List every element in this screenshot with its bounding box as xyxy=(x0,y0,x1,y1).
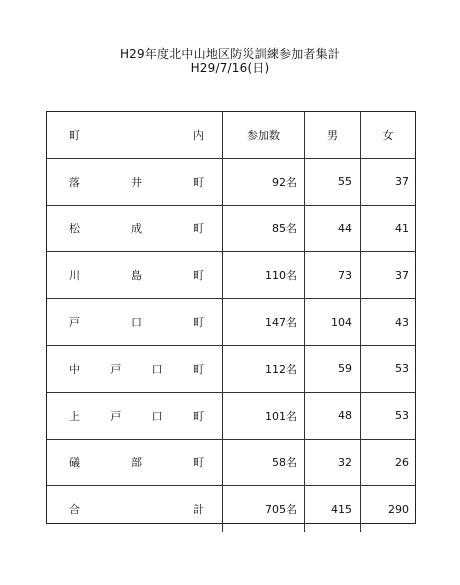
total-label-char: 計 xyxy=(193,503,204,517)
table-header-row xyxy=(47,112,415,158)
total-cell: 58名 xyxy=(223,439,305,486)
town-name-char: 上 xyxy=(69,409,80,423)
town-name-char: 町 xyxy=(193,316,204,330)
table-row xyxy=(47,439,415,486)
town-name-char: 町 xyxy=(193,269,204,283)
document-title: H29年度北中山地区防災訓練参加者集計 xyxy=(119,47,341,61)
table-row xyxy=(47,205,415,252)
town-name-char: 成 xyxy=(131,222,142,236)
total-cell: 92名 xyxy=(223,158,305,205)
town-name-char: 礒 xyxy=(69,456,80,470)
grand-total-cell: 705名 xyxy=(223,486,305,532)
female-cell: 53 xyxy=(361,345,416,392)
female-cell: 43 xyxy=(361,299,416,346)
town-name-char: 町 xyxy=(193,175,204,189)
document-date: H29/7/16(日) xyxy=(190,61,270,75)
participants-table xyxy=(46,111,416,524)
town-name xyxy=(47,252,223,299)
town-name-char: 井 xyxy=(131,175,142,189)
town-name-char: 川 xyxy=(69,269,80,283)
female-cell: 26 xyxy=(361,439,416,486)
town-name-char: 落 xyxy=(69,175,80,189)
town-name-char: 町 xyxy=(192,409,204,423)
town-name-char: 口 xyxy=(131,316,142,330)
table-row xyxy=(47,252,415,299)
town-name-char: 口 xyxy=(151,362,163,376)
town-name-char: 口 xyxy=(151,409,163,423)
town-name-char: 町 xyxy=(193,456,204,470)
male-cell: 48 xyxy=(305,392,361,439)
table-row xyxy=(47,158,415,205)
female-cell: 37 xyxy=(361,252,416,299)
town-name-char: 町 xyxy=(192,362,204,376)
table-row xyxy=(47,345,415,392)
total-row xyxy=(47,486,415,532)
header-total: 参加数 xyxy=(223,112,305,158)
table-row xyxy=(47,392,415,439)
total-cell: 101名 xyxy=(223,392,305,439)
male-cell: 55 xyxy=(305,158,361,205)
header-town-char: 内 xyxy=(193,128,204,142)
town-name xyxy=(47,392,223,439)
total-cell: 110名 xyxy=(223,252,305,299)
male-cell: 32 xyxy=(305,439,361,486)
town-name-char: 中 xyxy=(69,362,80,376)
female-cell: 37 xyxy=(361,158,416,205)
male-cell: 73 xyxy=(305,252,361,299)
town-name xyxy=(47,205,223,252)
female-cell: 41 xyxy=(361,205,416,252)
total-cell: 85名 xyxy=(223,205,305,252)
total-label-char: 合 xyxy=(69,503,80,517)
town-name-char: 町 xyxy=(193,222,204,236)
town-name xyxy=(47,439,223,486)
table-row xyxy=(47,299,415,346)
header-town xyxy=(47,112,223,158)
total-cell: 112名 xyxy=(223,345,305,392)
town-name xyxy=(47,299,223,346)
header-male: 男 xyxy=(305,112,361,158)
male-cell: 44 xyxy=(305,205,361,252)
town-name-char: 戸 xyxy=(69,316,80,330)
male-cell: 59 xyxy=(305,345,361,392)
town-name-char: 島 xyxy=(131,269,142,283)
town-name xyxy=(47,345,223,392)
town-name xyxy=(47,158,223,205)
male-total-cell: 415 xyxy=(305,486,361,532)
header-town-char: 町 xyxy=(69,128,80,142)
total-label xyxy=(47,486,223,532)
town-name-char: 戸 xyxy=(110,362,122,376)
female-cell: 53 xyxy=(361,392,416,439)
town-name-char: 部 xyxy=(131,456,142,470)
male-cell: 104 xyxy=(305,299,361,346)
total-cell: 147名 xyxy=(223,299,305,346)
town-name-char: 戸 xyxy=(110,409,122,423)
female-total-cell: 290 xyxy=(388,502,409,516)
town-name-char: 松 xyxy=(69,222,80,236)
header-female: 女 xyxy=(361,112,416,158)
